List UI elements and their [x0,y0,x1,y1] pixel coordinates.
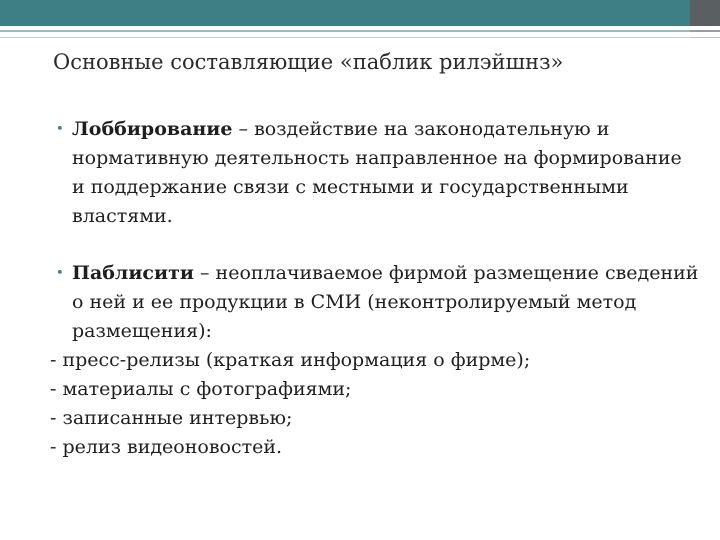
bullet-item-lobbying [50,115,700,231]
header-rule-top [0,30,690,32]
slide-title: Основные составляющие «паблик рилэйшнз» [53,50,564,74]
dash-list-item: - релиз видеоновостей. [50,436,283,458]
bullet-term: Лоббирование [72,118,233,140]
bullet-term: Паблисити [72,262,194,284]
header-rule-bottom [0,37,690,38]
bullet-item-publicity [50,259,700,346]
bullet-text: – неоплачиваемое фирмой размещение сведений о ней и ее продукции в СМИ (неконтролируемый метод размещения): [72,262,699,342]
slide-body [50,115,700,462]
bullet-dot-icon: • [56,122,64,137]
dash-list-item: - пресс-релизы (краткая информация о фирме); [50,349,531,371]
header-band-corner [690,0,720,26]
header-rule-corner-top [690,30,720,32]
dash-list-item: - материалы с фотографиями; [50,378,352,400]
header-rule-corner-bottom [690,37,720,38]
bullet-text: – воздействие на законодательную и нормативную деятельность направленное на формирование и поддержание связи с местными и государственными властями. [72,118,682,227]
dash-list-item: - записанные интервью; [50,407,293,429]
bullet-dot-icon: • [56,266,64,281]
header-band [0,0,690,26]
